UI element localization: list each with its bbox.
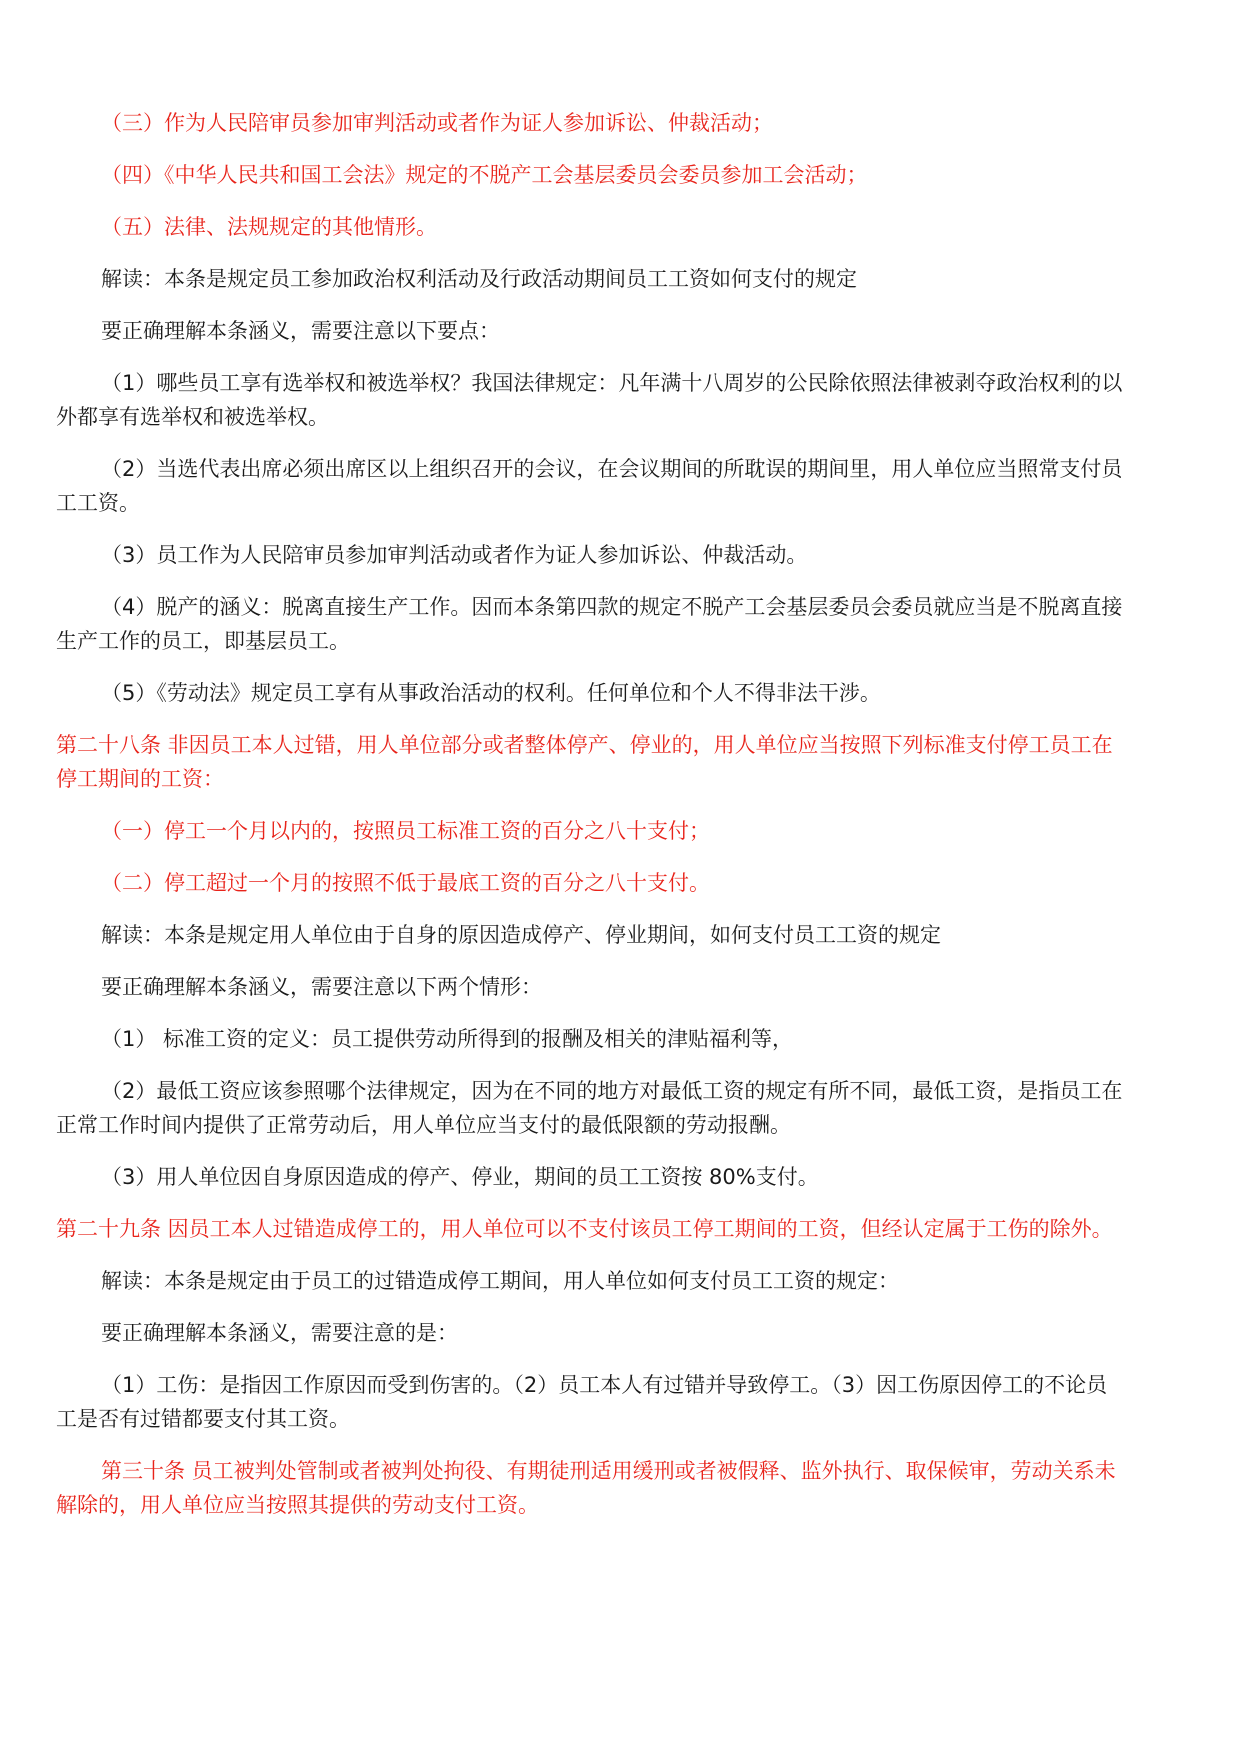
case-2-line-1: （2）最低工资应该参照哪个法律规定，因为在不同的地方对最低工资的规定有所不同，最低工资，是指员工在	[101, 1079, 1123, 1103]
article-28-line-1: 第二十八条 非因员工本人过错，用人单位部分或者整体停产、停业的，用人单位应当按照下列标准支付停工员工在	[56, 733, 1113, 757]
injury-points-line-2: 工是否有过错都要支付其工资。	[56, 1407, 350, 1431]
case-2-line-2: 正常工作时间内提供了正常劳动后，用人单位应当支付的最低限额的劳动报酬。	[56, 1113, 791, 1137]
interpretation-29: 解读：本条是规定由于员工的过错造成停工期间，用人单位如何支付员工工资的规定：	[101, 1269, 899, 1293]
article-28-item-2: （二）停工超过一个月的按照不低于最底工资的百分之八十支付。	[101, 871, 710, 895]
interpretation-28: 解读：本条是规定用人单位由于自身的原因造成停产、停业期间，如何支付员工工资的规定	[101, 923, 941, 947]
point-1-line-1: （1）哪些员工享有选举权和被选举权？我国法律规定：凡年满十八周岁的公民除依照法律被剥夺政治权利的以	[101, 371, 1123, 395]
clause-item-5: （五）法律、法规规定的其他情形。	[101, 215, 437, 239]
point-3: （3）员工作为人民陪审员参加审判活动或者作为证人参加诉讼、仲裁活动。	[101, 543, 808, 567]
article-29: 第二十九条 因员工本人过错造成停工的，用人单位可以不支付该员工停工期间的工资，但经认定属于工伤的除外。	[56, 1217, 1113, 1241]
case-3: （3）用人单位因自身原因造成的停产、停业，期间的员工工资按 80%支付。	[101, 1165, 819, 1189]
case-1: （1） 标准工资的定义：员工提供劳动所得到的报酬及相关的津贴福利等，	[101, 1027, 794, 1051]
key-points-intro-28: 要正确理解本条涵义，需要注意以下两个情形：	[101, 975, 542, 999]
article-28-item-1: （一）停工一个月以内的，按照员工标准工资的百分之八十支付；	[101, 819, 710, 843]
article-28-line-2: 停工期间的工资：	[56, 767, 224, 791]
point-2-line-1: （2）当选代表出席必须出席区以上组织召开的会议，在会议期间的所耽误的期间里，用人单位应当照常支付员	[101, 457, 1123, 481]
article-30-line-2: 解除的，用人单位应当按照其提供的劳动支付工资。	[56, 1493, 539, 1517]
injury-points-line-1: （1）工伤：是指因工作原因而受到伤害的。（2）员工本人有过错并导致停工。（3）因工伤原因停工的不论员	[101, 1373, 1108, 1397]
clause-item-4: （四）《中华人民共和国工会法》规定的不脱产工会基层委员会委员参加工会活动；	[101, 163, 868, 187]
point-1-line-2: 外都享有选举权和被选举权。	[56, 405, 329, 429]
point-4-line-2: 生产工作的员工，即基层员工。	[56, 629, 350, 653]
article-30-line-1: 第三十条 员工被判处管制或者被判处拘役、有期徒刑适用缓刑或者被假释、监外执行、取保候审，劳动关系未	[101, 1459, 1116, 1483]
clause-item-3: （三）作为人民陪审员参加审判活动或者作为证人参加诉讼、仲裁活动；	[101, 111, 773, 135]
interpretation-27: 解读：本条是规定员工参加政治权利活动及行政活动期间员工工资如何支付的规定	[101, 267, 857, 291]
point-5: （5）《劳动法》规定员工享有从事政治活动的权利。任何单位和个人不得非法干涉。	[101, 681, 881, 705]
key-points-intro-29: 要正确理解本条涵义，需要注意的是：	[101, 1321, 458, 1345]
point-2-line-2: 工工资。	[56, 491, 140, 515]
key-points-intro-27: 要正确理解本条涵义，需要注意以下要点：	[101, 319, 500, 343]
point-4-line-1: （4）脱产的涵义：脱离直接生产工作。因而本条第四款的规定不脱产工会基层委员会委员就应当是不脱离直接	[101, 595, 1123, 619]
